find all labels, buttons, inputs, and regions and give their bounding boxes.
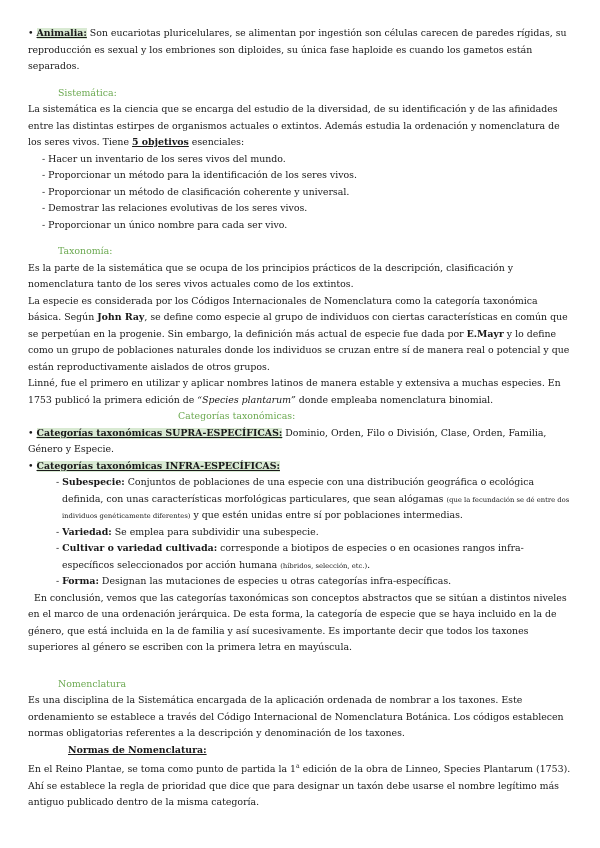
sistematica-paragraph	[28, 102, 572, 152]
bullet: •	[28, 427, 34, 439]
text: En el Reino Plantae, se toma como punto de partida la 1	[28, 764, 297, 776]
text: , se define como especie al grupo de individuos con ciertas características en común que se perpetúan en la progenie. Sin embargo, la definición más actual de especie fue dada por	[28, 312, 568, 340]
subespecie-term: Subespecie:	[62, 477, 125, 488]
taxonomia-heading: Taxonomía:	[58, 246, 113, 257]
taxonomia-paragraph-1: Es la parte de la sistemática que se ocupa de los principios prácticos de la descripción, clasificación y nomenclatura tanto de los seres vivos actuales como de los extintos.	[28, 262, 514, 290]
list-item: - Proporcionar un método para la identificación de los seres vivos.	[42, 168, 572, 185]
text: Se emplea para subdividir una subespecie.	[111, 526, 319, 538]
supra-text: Dominio, Orden, Filo o División, Clase, Orden, Familia, Género y Especie.	[28, 427, 547, 455]
text: Designan las mutaciones de especies u otras categorías infra-específicas.	[98, 576, 452, 587]
note: (híbridos, selección, etc.)	[280, 561, 368, 570]
taxonomia-paragraph-2	[28, 294, 572, 377]
species-plantarum: “Species plantarum”	[197, 394, 296, 406]
infra-paragraph	[28, 459, 572, 476]
note: (que la fecundación se dé entre dos individuos genéticamente diferentes)	[62, 495, 570, 520]
list-item	[56, 541, 572, 574]
text: edición de la obra de Linneo, Species Plantarum (1753). Ahí se establece la regla de prioridad que dice que para designar un taxón debe usarse el nombre legítimo más antiguo publicado dentro de la misma categoría.	[28, 764, 571, 809]
taxonomia-paragraph-3	[28, 376, 572, 409]
conclusion-paragraph: En conclusión, vemos que las categorías taxonómicas son conceptos abstractos que se sitúan a distintos niveles en el marco de una ordenación jerárquica. De esta forma, la categoría de especie que se haya incluido en la de género, que está incluida en la de familia y así sucesivamente. Es importante decir que todos los taxones superiores al género se escriben con la primera letra en mayúscula.	[28, 592, 567, 653]
text: y lo define como un grupo de poblaciones naturales donde los individuos se cruzan entre sí de manera real o potencial y que están reproductivamente aislados de otros grupos.	[28, 328, 570, 373]
list-item: - Proporcionar un único nombre para cada ser vivo.	[42, 218, 572, 235]
normas-title: Normas de Nomenclatura:	[68, 744, 207, 756]
nomenclatura-paragraph-2	[28, 759, 572, 812]
bullet: •	[28, 28, 34, 39]
sistematica-text: La sistemática es la ciencia que se encarga del estudio de la diversidad, de su identificación y de las afinidades entre las distintas estirpes de organismos actuales o extintos. Además estudia la ordenación y nomenclatura de los seres vivos. Tiene	[28, 104, 560, 148]
nomenclatura-heading: Nomenclatura	[58, 678, 127, 690]
objetivos-term: 5 objetivos	[132, 137, 189, 148]
text: donde empleaba nomenclatura binomial.	[295, 394, 494, 406]
text: Linné, fue el primero en utilizar y aplicar nombres latinos de manera estable y extensiva a muchas especies. En 1753 publicó la primera edición de	[28, 378, 561, 406]
infra-list	[56, 475, 572, 591]
list-item: - Hacer un inventario de los seres vivos del mundo.	[42, 152, 572, 169]
text: Conjuntos de poblaciones de una especie con una distribución geográfica o ecológica definida, con unas características morfológicas particulares, que sean alógamas	[62, 477, 535, 505]
list-item: - Demostrar las relaciones evolutivas de los seres vivos.	[42, 201, 572, 218]
text: y que estén unidas entre sí por poblaciones intermedias.	[190, 510, 463, 521]
nomenclatura-paragraph-1: Es una disciplina de la Sistemática encargada de la aplicación ordenada de nombrar a los taxones. Este ordenamiento se establece a través del Código Internacional de Nomenclatura Botánica. Los códigos establecen normas obligatorias referentes a la descripción y denominación de los taxones.	[28, 695, 564, 739]
animalia-term: Animalia:	[36, 28, 87, 39]
list-item	[56, 574, 572, 591]
list-item	[56, 525, 572, 542]
supra-paragraph	[28, 426, 572, 459]
john-ray: John Ray	[97, 312, 145, 323]
text: corresponde a biotipos de especies o en ocasiones rangos infra-específicos seleccionados por acción humana	[62, 543, 524, 571]
categorias-heading: Categorías taxonómicas:	[178, 411, 296, 422]
text: La especie es considerada por los Códigos Internacionales de Nomenclatura como la categoría taxonómica básica. Según	[28, 295, 538, 323]
sistematica-heading: Sistemática:	[58, 87, 117, 99]
forma-term: Forma:	[62, 576, 99, 587]
superscript: a	[296, 763, 300, 770]
bullet: •	[28, 460, 34, 472]
infra-term: Categorías taxonómicas INFRA-ESPECÍFICAS:	[36, 460, 280, 472]
list-item	[56, 475, 572, 525]
e-mayr: E.Mayr	[466, 328, 504, 340]
sistematica-text-end: esenciales:	[188, 137, 245, 148]
list-item: - Proporcionar un método de clasificación coherente y universal.	[42, 185, 572, 202]
supra-term: Categorías taxonómicas SUPRA-ESPECÍFICAS:	[36, 427, 283, 439]
normas-line	[68, 743, 572, 760]
animalia-text: Son eucariotas pluricelulares, se alimentan por ingestión son células carecen de paredes rígidas, su reproducción es sexual y los embriones son diploides, su única fase haploide es cuando los gametos están separados.	[28, 28, 567, 72]
document-page	[28, 26, 572, 812]
variedad-term: Variedad:	[62, 526, 112, 538]
objetivos-list	[42, 152, 572, 235]
text: .	[367, 559, 371, 571]
animalia-paragraph	[28, 26, 572, 76]
cultivar-term: Cultivar o variedad cultivada:	[62, 543, 218, 554]
